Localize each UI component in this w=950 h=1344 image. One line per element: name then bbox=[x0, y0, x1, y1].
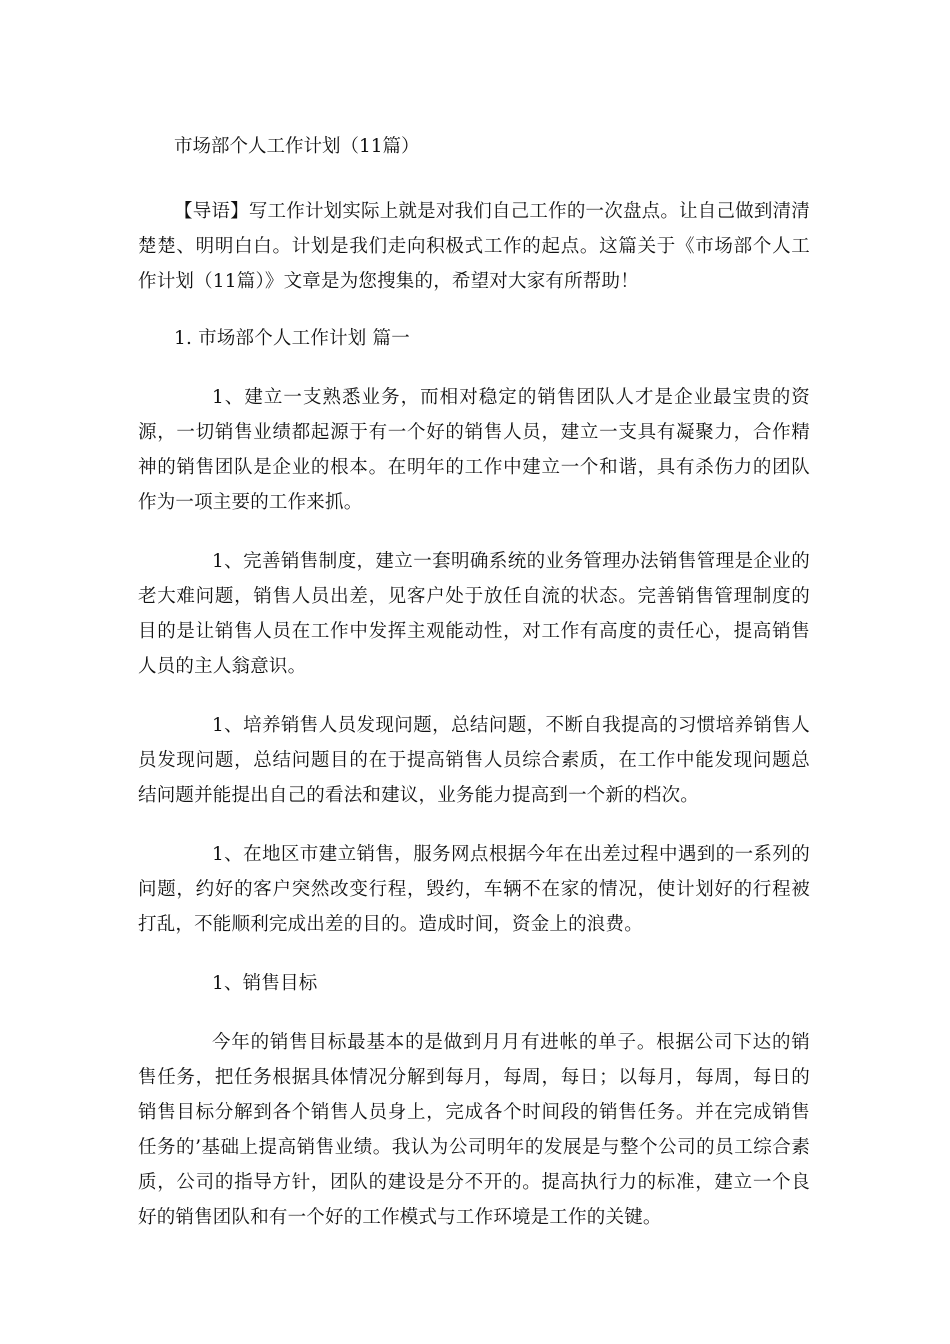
document-title: 市场部个人工作计划（11篇） bbox=[174, 136, 420, 157]
document-page bbox=[138, 130, 810, 1259]
plan-item-4: 1、在地区市建立销售，服务网点根据今年在出差过程中遇到的一系列的问题，约好的客户突然改变行程，毁约，车辆不在家的情况，使计划好的行程被打乱，不能顺利完成出差的目的。造成时间，资金上的浪费。 bbox=[138, 844, 810, 935]
plan-item-1: 1、建立一支熟悉业务，而相对稳定的销售团队人才是企业最宝贵的资源，一切销售业绩都起源于有一个好的销售人员，建立一支具有凝聚力，合作精神的销售团队是企业的根本。在明年的工作中建立一个和谐，具有杀伤力的团队作为一项主要的工作来抓。 bbox=[138, 387, 810, 513]
sales-target-heading: 1、销售目标 bbox=[212, 973, 318, 994]
lead-paragraph: 【导语】写工作计划实际上就是对我们自己工作的一次盘点。让自己做到清清楚楚、明明白白。计划是我们走向积极式工作的起点。这篇关于《市场部个人工作计划（11篇）》文章是为您搜集的，希望对大家有所帮助！ bbox=[138, 201, 810, 292]
plan-item-2: 1、完善销售制度，建立一套明确系统的业务管理办法销售管理是企业的老大难问题，销售人员出差，见客户处于放任自流的状态。完善销售管理制度的目的是让销售人员在工作中发挥主观能动性，对工作有高度的责任心，提高销售人员的主人翁意识。 bbox=[138, 551, 810, 677]
plan-item-3: 1、培养销售人员发现问题，总结问题，不断自我提高的习惯培养销售人员发现问题，总结问题目的在于提高销售人员综合素质，在工作中能发现问题总结问题并能提出自己的看法和建议，业务能力提高到一个新的档次。 bbox=[138, 715, 810, 806]
sales-target-paragraph: 今年的销售目标最基本的是做到月月有进帐的单子。根据公司下达的销售任务，把任务根据具体情况分解到每月，每周，每日；以每月，每周，每日的销售目标分解到各个销售人员身上，完成各个时间段的销售任务。并在完成销售任务的’基础上提高销售业绩。我认为公司明年的发展是与整个公司的员工综合素质，公司的指导方针，团队的建设是分不开的。提高执行力的标准，建立一个良好的销售团队和有一个好的工作模式与工作环境是工作的关键。 bbox=[138, 1032, 810, 1228]
section-heading: 1. 市场部个人工作计划 篇一 bbox=[174, 328, 410, 349]
